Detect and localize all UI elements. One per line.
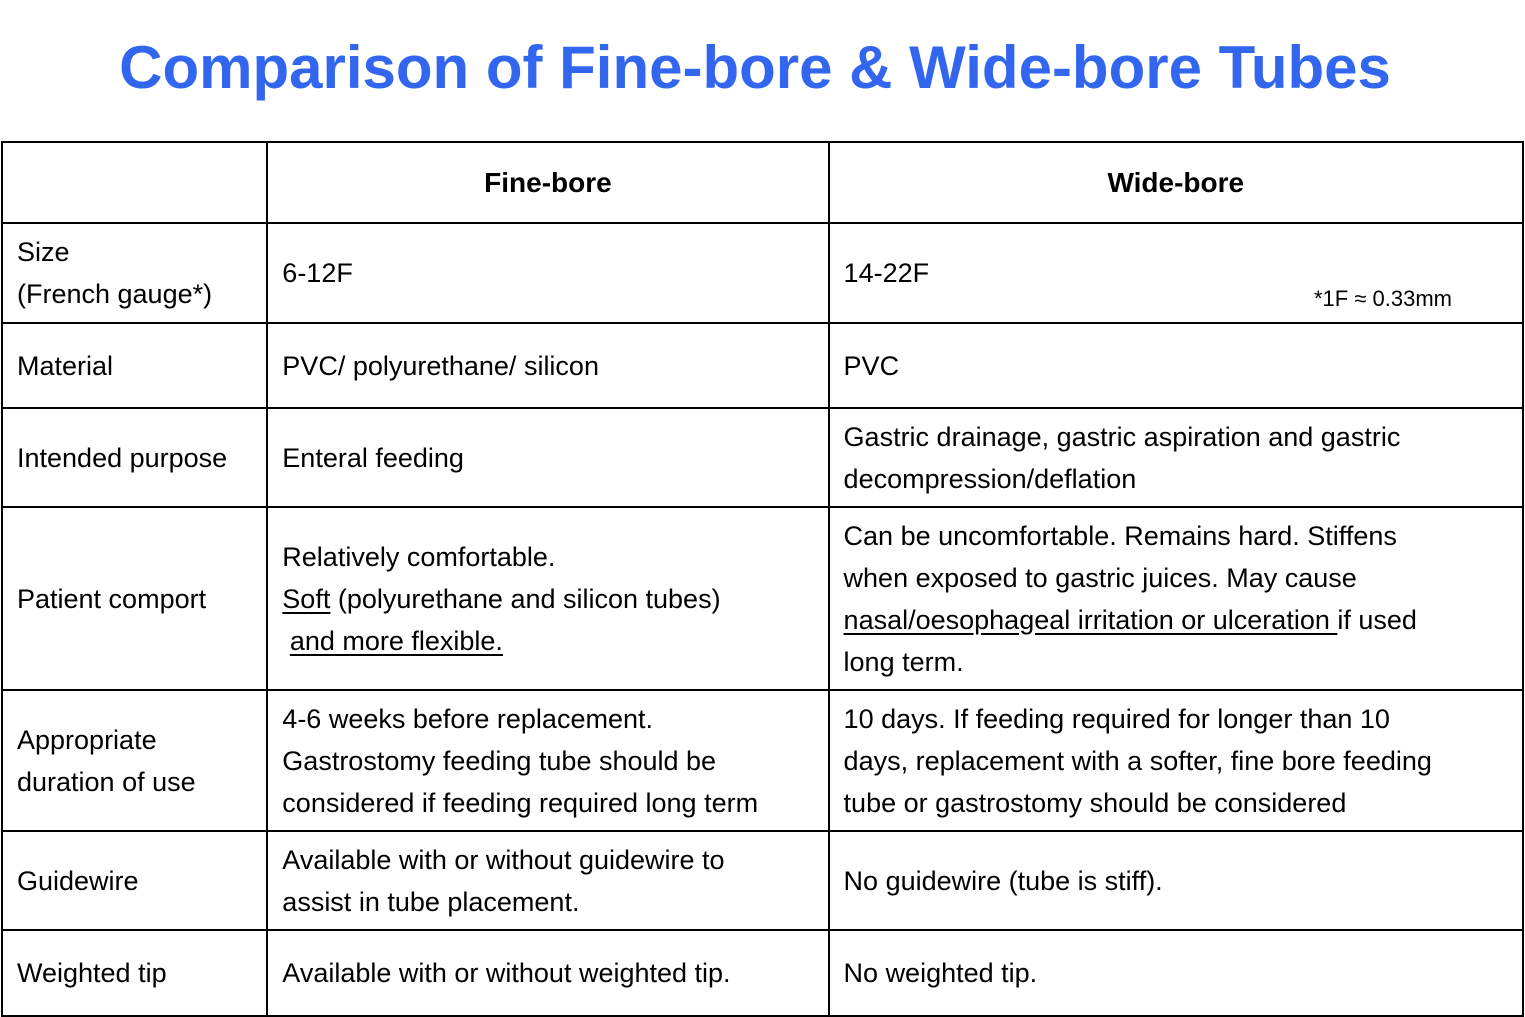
cell-guidewire-fine-line1: Available with or without guidewire to (282, 844, 725, 875)
cell-comfort-wide-line4: long term. (843, 646, 964, 677)
cell-duration-fine-line1: 4-6 weeks before replacement. (282, 703, 653, 734)
cell-comfort-wide-line2: when exposed to gastric juices. May cause (843, 562, 1357, 593)
cell-material-wide: PVC (829, 323, 1523, 408)
table-header-row (2, 142, 1523, 223)
table-row-weighted-tip (2, 930, 1523, 1016)
cell-duration-wide-line2: days, replacement with a softer, fine bore feeding (843, 745, 1432, 776)
cell-duration-wide-line1: 10 days. If feeding required for longer than 10 (843, 703, 1390, 734)
row-label-duration-line1: Appropriate (17, 724, 157, 755)
cell-size-wide-value: 14-22F (843, 258, 930, 288)
row-label-purpose: Intended purpose (2, 408, 267, 507)
cell-size-wide (829, 223, 1523, 323)
cell-comfort-fine-line3 (282, 620, 813, 662)
cell-size-fine: 6-12F (267, 223, 828, 323)
soft-underlined: Soft (282, 583, 331, 614)
cell-purpose-wide-line2: decompression/deflation (843, 463, 1137, 494)
comparison-table (1, 141, 1524, 1017)
row-label-size (2, 223, 267, 323)
header-corner-cell (2, 142, 267, 223)
cell-duration-fine (267, 690, 828, 831)
header-fine-bore: Fine-bore (267, 142, 828, 223)
row-label-size-line1: Size (17, 237, 70, 267)
cell-comfort-wide (829, 507, 1523, 690)
table-row-purpose (2, 408, 1523, 507)
cell-guidewire-fine-line2: assist in tube placement. (282, 886, 580, 917)
row-label-guidewire: Guidewire (2, 831, 267, 930)
table-row-duration (2, 690, 1523, 831)
cell-comfort-wide-line3 (844, 599, 1508, 641)
cell-duration-fine-line3: considered if feeding required long term (282, 787, 759, 818)
cell-duration-wide-line3: tube or gastrostomy should be considered (843, 787, 1347, 818)
row-label-comfort: Patient comport (2, 507, 267, 690)
page-title: Comparison of Fine-bore & Wide-bore Tubes (119, 34, 1391, 101)
table-row-comfort (2, 507, 1523, 690)
cell-comfort-wide-line1: Can be uncomfortable. Remains hard. Stiffens (843, 520, 1397, 551)
cell-guidewire-wide: No guidewire (tube is stiff). (829, 831, 1523, 930)
irritation-underlined: nasal/oesophageal irritation or ulceration (843, 604, 1338, 635)
cell-purpose-fine: Enteral feeding (267, 408, 828, 507)
table-row-guidewire (2, 831, 1523, 930)
cell-comfort-fine-line1: Relatively comfortable. (282, 541, 556, 572)
header-wide-bore: Wide-bore (829, 142, 1523, 223)
cell-material-fine: PVC/ polyurethane/ silicon (267, 323, 828, 408)
cell-purpose-wide-line1: Gastric drainage, gastric aspiration and gastric (843, 421, 1401, 452)
more-flexible-underlined: and more flexible. (289, 625, 503, 656)
cell-weighted-tip-fine: Available with or without weighted tip. (267, 930, 828, 1016)
cell-comfort-fine-line2 (282, 578, 813, 620)
row-label-material: Material (2, 323, 267, 408)
cell-guidewire-fine (267, 831, 828, 930)
cell-duration-fine-line2: Gastrostomy feeding tube should be (282, 745, 717, 776)
french-gauge-footnote: *1F ≈ 0.33mm (1313, 286, 1452, 311)
table-row-size (2, 223, 1523, 323)
cell-weighted-tip-wide: No weighted tip. (829, 930, 1523, 1016)
cell-comfort-wide-line3-rest: if used (1337, 604, 1417, 635)
cell-comfort-fine-line2-rest: (polyurethane and silicon tubes) (330, 583, 721, 614)
table-row-material (2, 323, 1523, 408)
row-label-size-line2: (French gauge*) (17, 279, 213, 309)
cell-duration-wide (829, 690, 1523, 831)
cell-comfort-fine (267, 507, 828, 690)
row-label-weighted-tip: Weighted tip (2, 930, 267, 1016)
row-label-duration (2, 690, 267, 831)
cell-purpose-wide (829, 408, 1523, 507)
row-label-duration-line2: duration of use (17, 766, 196, 797)
